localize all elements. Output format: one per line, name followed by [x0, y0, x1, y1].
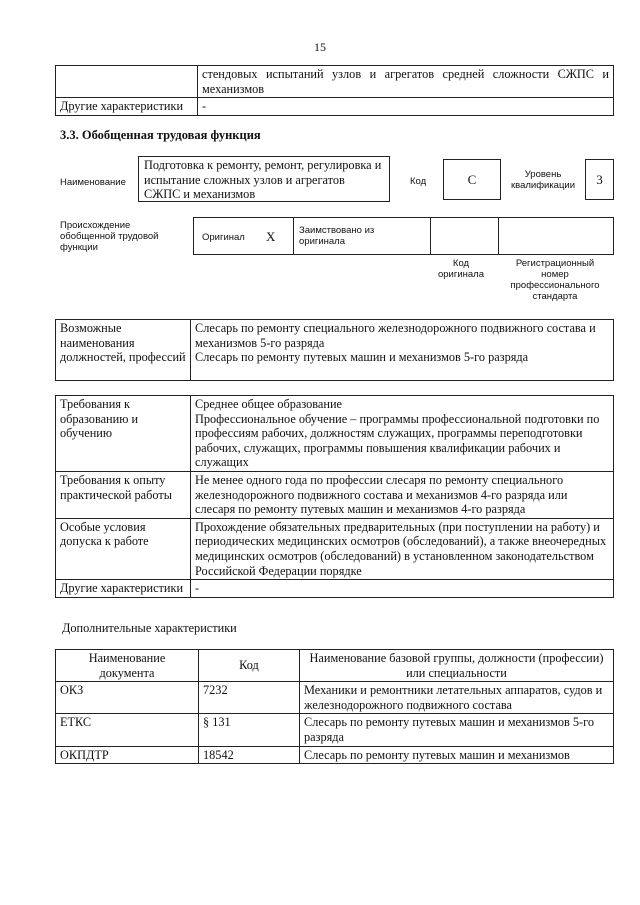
requirement-value: Не менее одного года по профессии слесаря по ремонту специального железнодорожного подвижного состава и механизмов 4-го разряда или слесаря по ремонту путевых машин и механизмов 4-го разряда — [191, 471, 614, 518]
header-document: Наименование документа — [56, 650, 199, 682]
name-cell: Механики и ремонтники летательных аппаратов, судов и железнодорожного подвижного состава — [300, 682, 614, 714]
origin-label: Происхождение обобщенной трудовой функции — [60, 220, 159, 253]
divider — [430, 218, 431, 254]
borrowed-label: Заимствовано из оригинала — [299, 225, 375, 247]
top-table — [55, 65, 614, 116]
top-table-label — [56, 66, 198, 98]
code-value: C — [443, 159, 501, 200]
name-cell: Слесарь по ремонту путевых машин и механизмов 5-го разряда — [300, 714, 614, 746]
positions-value — [191, 320, 614, 381]
doc-cell: ОКЗ — [56, 682, 199, 714]
header-name: Наименование базовой группы, должности (профессии) или специальности — [300, 650, 614, 682]
table-row — [56, 396, 614, 472]
table-row — [56, 714, 614, 746]
code-cell: 18542 — [199, 746, 300, 764]
section-title: 3.3. Обобщенная трудовая функция — [60, 128, 261, 142]
table-row — [56, 66, 614, 98]
table-row — [56, 682, 614, 714]
positions-label: Возможные наименования должностей, профессий — [56, 320, 191, 381]
positions-table — [55, 319, 614, 381]
top-table-label: Другие характеристики — [56, 98, 198, 116]
table-row — [56, 580, 614, 598]
table-row — [56, 98, 614, 116]
position-line: Слесарь по ремонту путевых машин и механизмов 5-го разряда — [195, 350, 529, 365]
reg-number-caption: Регистрационный номер профессионального стандарта — [510, 258, 600, 302]
name-label: Наименование — [60, 177, 126, 188]
top-table-value: - — [198, 98, 614, 116]
code-cell: 7232 — [199, 682, 300, 714]
header-code: Код — [199, 650, 300, 682]
name-value-box — [138, 156, 390, 202]
requirement-value — [191, 396, 614, 472]
requirement-value: Прохождение обязательных предварительных (при поступлении на работу) и периодических медицинских осмотров (обследований), а также внеочередных медицинских осмотров (обследований) в установленном законодательством Российской Федерации порядке — [191, 518, 614, 579]
requirement-line: Среднее общее образование — [195, 397, 343, 411]
origin-table — [193, 217, 614, 255]
requirements-table — [55, 395, 614, 598]
level-label: Уровень квалификации — [510, 169, 576, 191]
requirement-value: - — [191, 580, 614, 598]
requirement-label: Требования к опыту практической работы — [56, 471, 191, 518]
requirement-label: Другие характеристики — [56, 580, 191, 598]
top-table-value: стендовых испытаний узлов и агрегатов средней сложности СЖПС и механизмов — [198, 66, 614, 98]
table-row — [56, 471, 614, 518]
divider — [293, 218, 294, 254]
table-row — [56, 746, 614, 764]
requirement-label: Особые условия допуска к работе — [56, 518, 191, 579]
code-cell: § 131 — [199, 714, 300, 746]
original-label: Оригинал — [202, 232, 245, 243]
level-value: 3 — [585, 159, 614, 200]
additional-table — [55, 649, 614, 764]
divider — [498, 218, 499, 254]
code-label: Код — [410, 176, 427, 187]
additional-title: Дополнительные характеристики — [62, 621, 237, 635]
name-cell: Слесарь по ремонту путевых машин и механизмов — [300, 746, 614, 764]
table-row — [56, 518, 614, 579]
requirement-label: Требования к образованию и обучению — [56, 396, 191, 472]
code-original-caption: Код оригинала — [437, 258, 484, 280]
doc-cell: ОКПДТР — [56, 746, 199, 764]
position-line: Слесарь по ремонту специального железнодорожного подвижного состава и механизмов 5-го разряда — [195, 321, 596, 350]
original-mark: X — [266, 229, 276, 244]
table-row — [56, 320, 614, 381]
name-value: Подготовка к ремонту, ремонт, регулировка и испытание сложных узлов и агрегатов СЖПС и механизмов — [144, 158, 382, 201]
table-row — [56, 650, 614, 682]
requirement-line: Профессиональное обучение – программы профессиональной подготовки по профессиям рабочих, должностям служащих, программы переподготовки рабочих, служащих, программы повышения квалификации рабочих и служащих — [195, 411, 600, 470]
page-number: 15 — [314, 40, 326, 54]
doc-cell: ЕТКС — [56, 714, 199, 746]
